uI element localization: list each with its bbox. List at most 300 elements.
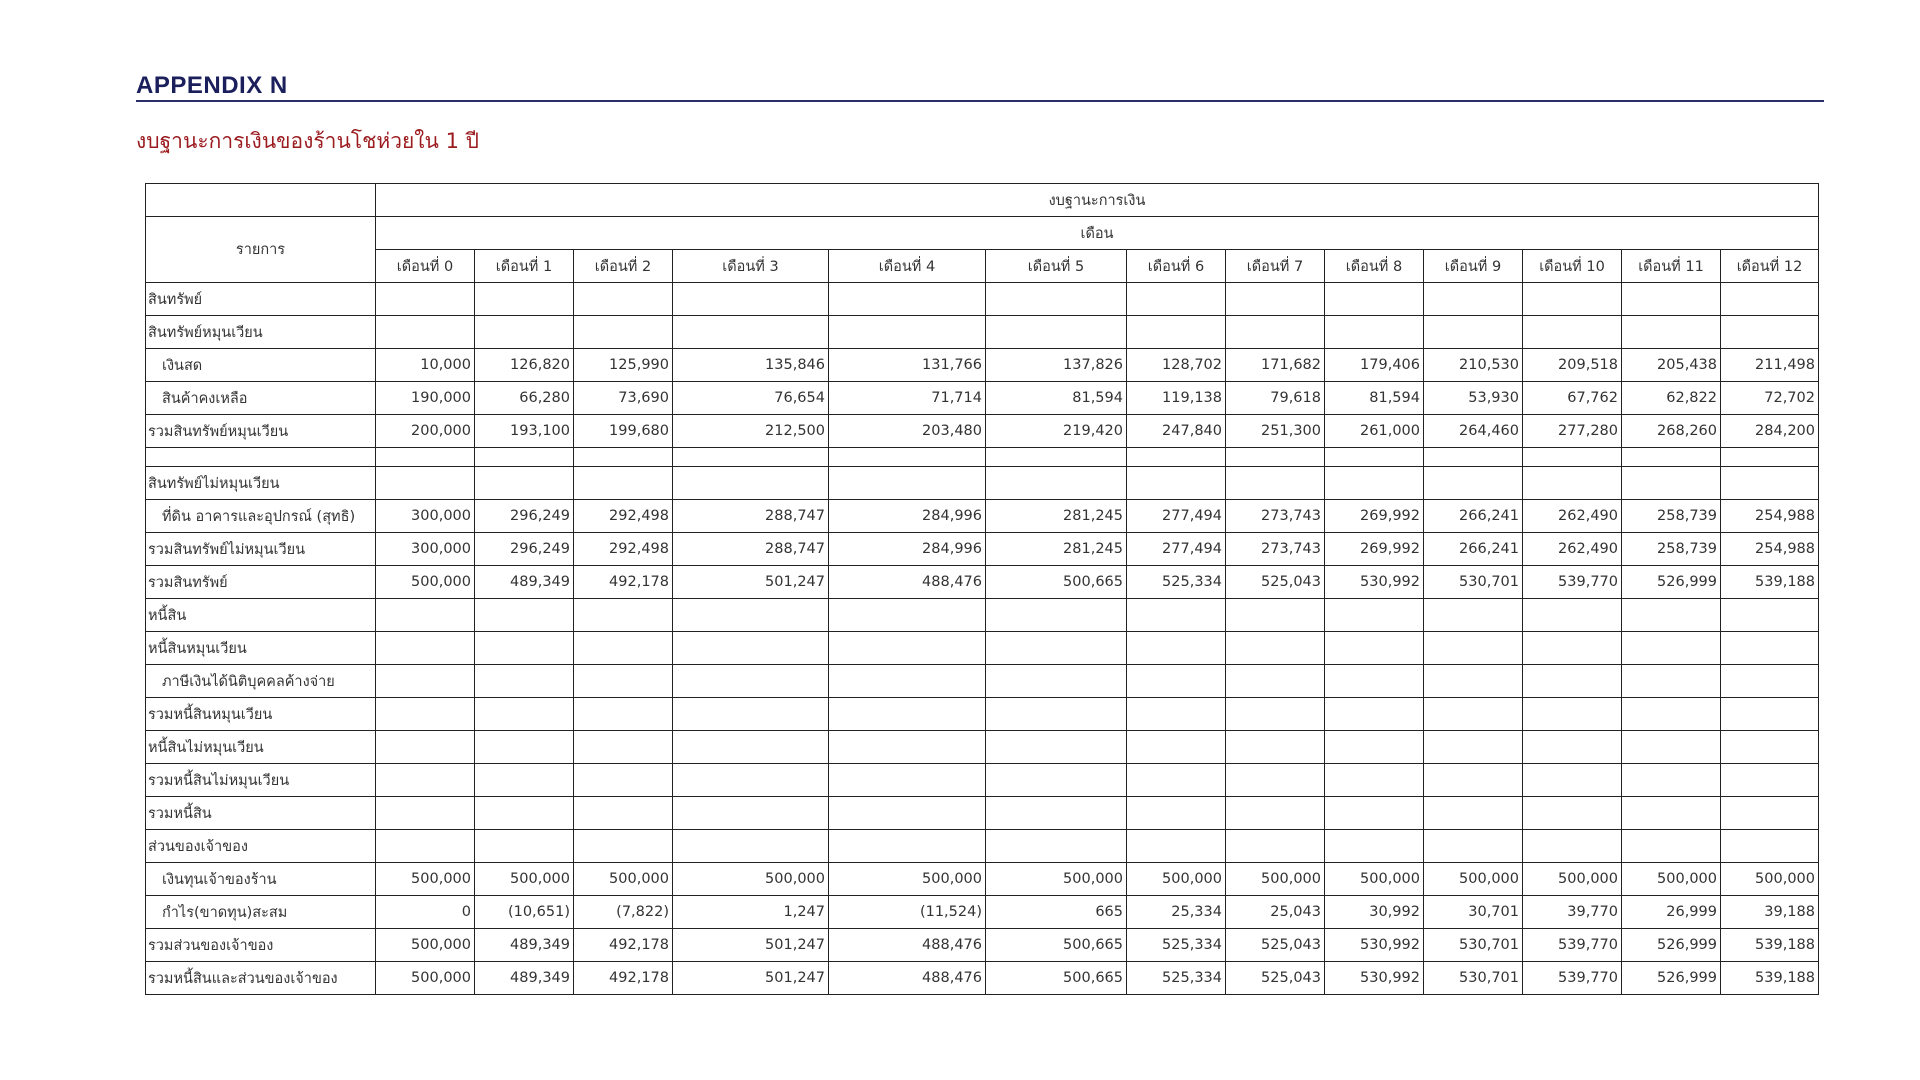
- value-cell: [1523, 731, 1622, 764]
- value-cell: [829, 830, 986, 863]
- value-cell: 179,406: [1325, 349, 1424, 382]
- value-cell: [1325, 797, 1424, 830]
- value-cell: [829, 599, 986, 632]
- value-cell: [574, 830, 673, 863]
- value-cell: [475, 731, 574, 764]
- value-cell: 190,000: [376, 382, 475, 415]
- value-cell: [1721, 764, 1819, 797]
- month-header: เดือนที่ 9: [1424, 250, 1523, 283]
- value-cell: 262,490: [1523, 533, 1622, 566]
- row-label: หนี้สิน: [146, 599, 376, 632]
- row-label: สินทรัพย์: [146, 283, 376, 316]
- value-cell: 530,992: [1325, 929, 1424, 962]
- value-cell: [1424, 797, 1523, 830]
- value-cell: [1325, 830, 1424, 863]
- value-cell: [829, 731, 986, 764]
- table-row: [146, 415, 1819, 448]
- value-cell: 269,992: [1325, 500, 1424, 533]
- value-cell: 268,260: [1622, 415, 1721, 448]
- document-subtitle: งบฐานะการเงินของร้านโชห่วยใน 1 ปี: [136, 129, 479, 153]
- value-cell: [1325, 283, 1424, 316]
- value-cell: 500,000: [1523, 863, 1622, 896]
- value-cell: 526,999: [1622, 566, 1721, 599]
- value-cell: [1622, 665, 1721, 698]
- value-cell: [1622, 764, 1721, 797]
- value-cell: 203,480: [829, 415, 986, 448]
- value-cell: [1721, 698, 1819, 731]
- value-cell: [1721, 665, 1819, 698]
- table-row: [146, 896, 1819, 929]
- value-cell: [829, 316, 986, 349]
- value-cell: [1622, 698, 1721, 731]
- value-cell: [986, 448, 1127, 467]
- value-cell: [673, 632, 829, 665]
- value-cell: 258,739: [1622, 500, 1721, 533]
- value-cell: [475, 448, 574, 467]
- month-header-row: [146, 250, 1819, 283]
- value-cell: [1721, 448, 1819, 467]
- value-cell: [574, 448, 673, 467]
- value-cell: [1523, 467, 1622, 500]
- value-cell: [673, 448, 829, 467]
- value-cell: 539,188: [1721, 962, 1819, 995]
- value-cell: [1622, 283, 1721, 316]
- value-cell: [1127, 764, 1226, 797]
- value-cell: [1127, 830, 1226, 863]
- value-cell: [1325, 698, 1424, 731]
- value-cell: [1424, 316, 1523, 349]
- value-cell: 500,000: [829, 863, 986, 896]
- value-cell: 266,241: [1424, 500, 1523, 533]
- heading-divider: [136, 100, 1824, 102]
- header-blank-cell: [146, 184, 376, 217]
- value-cell: [1622, 731, 1721, 764]
- value-cell: 488,476: [829, 929, 986, 962]
- value-cell: 500,000: [1325, 863, 1424, 896]
- table-row: [146, 283, 1819, 316]
- value-cell: [376, 797, 475, 830]
- value-cell: [475, 467, 574, 500]
- value-cell: [1226, 599, 1325, 632]
- value-cell: 26,999: [1622, 896, 1721, 929]
- value-cell: [1325, 448, 1424, 467]
- value-cell: [376, 632, 475, 665]
- row-label: รวมหนี้สินและส่วนของเจ้าของ: [146, 962, 376, 995]
- row-label: กำไร(ขาดทุน)สะสม: [146, 896, 376, 929]
- value-cell: 296,249: [475, 533, 574, 566]
- month-header: เดือนที่ 3: [673, 250, 829, 283]
- value-cell: 539,188: [1721, 566, 1819, 599]
- value-cell: 292,498: [574, 533, 673, 566]
- value-cell: [1523, 448, 1622, 467]
- value-cell: [376, 731, 475, 764]
- value-cell: (11,524): [829, 896, 986, 929]
- value-cell: 665: [986, 896, 1127, 929]
- value-cell: [1622, 830, 1721, 863]
- value-cell: [1622, 797, 1721, 830]
- month-header: เดือนที่ 11: [1622, 250, 1721, 283]
- value-cell: 211,498: [1721, 349, 1819, 382]
- value-cell: 264,460: [1424, 415, 1523, 448]
- value-cell: 25,043: [1226, 896, 1325, 929]
- value-cell: 205,438: [1622, 349, 1721, 382]
- value-cell: [1127, 797, 1226, 830]
- value-cell: 137,826: [986, 349, 1127, 382]
- row-label: [146, 448, 376, 467]
- table-row: [146, 665, 1819, 698]
- table-row: [146, 382, 1819, 415]
- value-cell: 500,000: [376, 929, 475, 962]
- value-cell: 492,178: [574, 962, 673, 995]
- value-cell: [574, 698, 673, 731]
- balance-sheet-table: [145, 183, 1819, 995]
- table-row: [146, 863, 1819, 896]
- value-cell: [475, 830, 574, 863]
- value-cell: [574, 599, 673, 632]
- value-cell: 526,999: [1622, 962, 1721, 995]
- value-cell: [1523, 283, 1622, 316]
- table-row: [146, 599, 1819, 632]
- value-cell: 500,000: [1226, 863, 1325, 896]
- value-cell: [475, 283, 574, 316]
- value-cell: 79,618: [1226, 382, 1325, 415]
- value-cell: 210,530: [1424, 349, 1523, 382]
- value-cell: [1325, 632, 1424, 665]
- value-cell: [376, 665, 475, 698]
- value-cell: 500,000: [1424, 863, 1523, 896]
- value-cell: 288,747: [673, 533, 829, 566]
- value-cell: 125,990: [574, 349, 673, 382]
- value-cell: [1325, 764, 1424, 797]
- value-cell: 193,100: [475, 415, 574, 448]
- month-header: เดือนที่ 6: [1127, 250, 1226, 283]
- value-cell: [376, 316, 475, 349]
- value-cell: 501,247: [673, 566, 829, 599]
- value-cell: 284,996: [829, 500, 986, 533]
- value-cell: [673, 665, 829, 698]
- value-cell: 539,770: [1523, 929, 1622, 962]
- value-cell: [574, 467, 673, 500]
- table-row: [146, 929, 1819, 962]
- row-label: รวมสินทรัพย์ไม่หมุนเวียน: [146, 533, 376, 566]
- value-cell: [829, 632, 986, 665]
- table-row: [146, 764, 1819, 797]
- value-cell: 277,280: [1523, 415, 1622, 448]
- row-label: สินทรัพย์ไม่หมุนเวียน: [146, 467, 376, 500]
- value-cell: [574, 797, 673, 830]
- value-cell: 530,701: [1424, 929, 1523, 962]
- value-cell: [673, 830, 829, 863]
- row-label: รวมสินทรัพย์หมุนเวียน: [146, 415, 376, 448]
- value-cell: [829, 467, 986, 500]
- row-label: เงินทุนเจ้าของร้าน: [146, 863, 376, 896]
- value-cell: [1226, 448, 1325, 467]
- value-cell: 530,701: [1424, 566, 1523, 599]
- value-cell: 219,420: [986, 415, 1127, 448]
- value-cell: [1226, 316, 1325, 349]
- value-cell: [1622, 599, 1721, 632]
- value-cell: [1127, 467, 1226, 500]
- value-cell: [829, 797, 986, 830]
- value-cell: [673, 764, 829, 797]
- month-header: เดือนที่ 4: [829, 250, 986, 283]
- value-cell: 525,043: [1226, 962, 1325, 995]
- value-cell: [1325, 316, 1424, 349]
- value-cell: 300,000: [376, 500, 475, 533]
- value-cell: 526,999: [1622, 929, 1721, 962]
- value-cell: [673, 467, 829, 500]
- value-cell: 199,680: [574, 415, 673, 448]
- value-cell: 500,000: [376, 863, 475, 896]
- value-cell: [1523, 698, 1622, 731]
- value-cell: [1424, 764, 1523, 797]
- value-cell: [376, 698, 475, 731]
- value-cell: [1721, 283, 1819, 316]
- value-cell: [574, 283, 673, 316]
- month-header: เดือนที่ 5: [986, 250, 1127, 283]
- month-header: เดือนที่ 1: [475, 250, 574, 283]
- value-cell: 489,349: [475, 929, 574, 962]
- month-header: เดือนที่ 8: [1325, 250, 1424, 283]
- value-cell: [1523, 316, 1622, 349]
- value-cell: [1721, 467, 1819, 500]
- value-cell: 500,000: [986, 863, 1127, 896]
- value-cell: [1523, 665, 1622, 698]
- value-cell: (10,651): [475, 896, 574, 929]
- table-row: [146, 533, 1819, 566]
- value-cell: [1226, 698, 1325, 731]
- row-label: รวมหนี้สินหมุนเวียน: [146, 698, 376, 731]
- value-cell: [1325, 467, 1424, 500]
- row-label: เงินสด: [146, 349, 376, 382]
- value-cell: 300,000: [376, 533, 475, 566]
- value-cell: 269,992: [1325, 533, 1424, 566]
- value-cell: [1127, 283, 1226, 316]
- value-cell: 284,996: [829, 533, 986, 566]
- value-cell: 530,701: [1424, 962, 1523, 995]
- value-cell: [1721, 599, 1819, 632]
- value-cell: [1424, 698, 1523, 731]
- value-cell: [574, 764, 673, 797]
- value-cell: [673, 797, 829, 830]
- row-label: สินทรัพย์หมุนเวียน: [146, 316, 376, 349]
- value-cell: [673, 283, 829, 316]
- value-cell: 500,000: [673, 863, 829, 896]
- table-row: [146, 467, 1819, 500]
- month-header: เดือนที่ 0: [376, 250, 475, 283]
- value-cell: 500,000: [376, 566, 475, 599]
- value-cell: 126,820: [475, 349, 574, 382]
- month-group-header: เดือน: [376, 217, 1819, 250]
- value-cell: 525,043: [1226, 566, 1325, 599]
- value-cell: [1226, 467, 1325, 500]
- value-cell: 262,490: [1523, 500, 1622, 533]
- value-cell: 135,846: [673, 349, 829, 382]
- value-cell: 67,762: [1523, 382, 1622, 415]
- value-cell: [574, 316, 673, 349]
- value-cell: [1325, 599, 1424, 632]
- value-cell: [1424, 731, 1523, 764]
- row-label: รวมหนี้สินไม่หมุนเวียน: [146, 764, 376, 797]
- value-cell: [1424, 632, 1523, 665]
- value-cell: 525,043: [1226, 929, 1325, 962]
- value-cell: 525,334: [1127, 962, 1226, 995]
- value-cell: [1424, 283, 1523, 316]
- value-cell: [475, 632, 574, 665]
- value-cell: (7,822): [574, 896, 673, 929]
- value-cell: 539,770: [1523, 962, 1622, 995]
- value-cell: 500,000: [475, 863, 574, 896]
- row-label: สินค้าคงเหลือ: [146, 382, 376, 415]
- value-cell: [1226, 731, 1325, 764]
- value-cell: [1721, 731, 1819, 764]
- value-cell: 500,665: [986, 962, 1127, 995]
- value-cell: [1622, 467, 1721, 500]
- value-cell: [986, 467, 1127, 500]
- value-cell: [986, 632, 1127, 665]
- value-cell: [475, 665, 574, 698]
- value-cell: 73,690: [574, 382, 673, 415]
- value-cell: [1523, 764, 1622, 797]
- value-cell: 261,000: [1325, 415, 1424, 448]
- value-cell: 25,334: [1127, 896, 1226, 929]
- value-cell: 288,747: [673, 500, 829, 533]
- value-cell: [1226, 632, 1325, 665]
- value-cell: [1424, 665, 1523, 698]
- value-cell: [1424, 448, 1523, 467]
- value-cell: 525,334: [1127, 929, 1226, 962]
- value-cell: [1523, 797, 1622, 830]
- value-cell: 530,992: [1325, 566, 1424, 599]
- value-cell: [986, 830, 1127, 863]
- value-cell: [475, 764, 574, 797]
- value-cell: [986, 698, 1127, 731]
- month-header: เดือนที่ 12: [1721, 250, 1819, 283]
- value-cell: [986, 764, 1127, 797]
- value-cell: [986, 731, 1127, 764]
- row-label: ส่วนของเจ้าของ: [146, 830, 376, 863]
- value-cell: [1424, 830, 1523, 863]
- value-cell: 0: [376, 896, 475, 929]
- value-cell: [376, 448, 475, 467]
- month-header: เดือนที่ 2: [574, 250, 673, 283]
- value-cell: [673, 731, 829, 764]
- appendix-heading: APPENDIX N: [136, 72, 288, 99]
- value-cell: [1721, 830, 1819, 863]
- table-row: [146, 500, 1819, 533]
- value-cell: [376, 830, 475, 863]
- value-cell: 284,200: [1721, 415, 1819, 448]
- row-label: รวมสินทรัพย์: [146, 566, 376, 599]
- value-cell: [1127, 731, 1226, 764]
- value-cell: [1523, 830, 1622, 863]
- row-label: รวมหนี้สิน: [146, 797, 376, 830]
- value-cell: 171,682: [1226, 349, 1325, 382]
- value-cell: 62,822: [1622, 382, 1721, 415]
- value-cell: 281,245: [986, 500, 1127, 533]
- value-cell: 72,702: [1721, 382, 1819, 415]
- value-cell: 273,743: [1226, 500, 1325, 533]
- table-row: [146, 962, 1819, 995]
- value-cell: 530,992: [1325, 962, 1424, 995]
- value-cell: 39,770: [1523, 896, 1622, 929]
- value-cell: [1127, 599, 1226, 632]
- value-cell: [1721, 632, 1819, 665]
- value-cell: [475, 797, 574, 830]
- value-cell: [986, 665, 1127, 698]
- value-cell: [574, 665, 673, 698]
- value-cell: [986, 797, 1127, 830]
- value-cell: 277,494: [1127, 533, 1226, 566]
- value-cell: 488,476: [829, 566, 986, 599]
- value-cell: [376, 283, 475, 316]
- value-cell: 488,476: [829, 962, 986, 995]
- value-cell: [829, 283, 986, 316]
- value-cell: [1127, 632, 1226, 665]
- value-cell: 200,000: [376, 415, 475, 448]
- value-cell: 292,498: [574, 500, 673, 533]
- value-cell: [1127, 665, 1226, 698]
- table-row: [146, 731, 1819, 764]
- value-cell: [986, 316, 1127, 349]
- value-cell: 39,188: [1721, 896, 1819, 929]
- value-cell: 209,518: [1523, 349, 1622, 382]
- value-cell: 501,247: [673, 929, 829, 962]
- value-cell: [1226, 830, 1325, 863]
- value-cell: 128,702: [1127, 349, 1226, 382]
- value-cell: [1325, 731, 1424, 764]
- value-cell: [673, 698, 829, 731]
- value-cell: 273,743: [1226, 533, 1325, 566]
- table-row: [146, 698, 1819, 731]
- value-cell: [1721, 797, 1819, 830]
- value-cell: [829, 698, 986, 731]
- value-cell: [1226, 283, 1325, 316]
- value-cell: 500,000: [574, 863, 673, 896]
- value-cell: [1424, 467, 1523, 500]
- value-cell: 539,188: [1721, 929, 1819, 962]
- value-cell: 492,178: [574, 929, 673, 962]
- value-cell: [986, 283, 1127, 316]
- table-header: [146, 184, 1819, 283]
- value-cell: [986, 599, 1127, 632]
- table-row: [146, 797, 1819, 830]
- value-cell: [1127, 316, 1226, 349]
- value-cell: 81,594: [986, 382, 1127, 415]
- row-label: ที่ดิน อาคารและอุปกรณ์ (สุทธิ): [146, 500, 376, 533]
- value-cell: 296,249: [475, 500, 574, 533]
- value-cell: [1226, 797, 1325, 830]
- value-cell: 251,300: [1226, 415, 1325, 448]
- row-label: หนี้สินหมุนเวียน: [146, 632, 376, 665]
- table-row: [146, 448, 1819, 467]
- value-cell: [376, 599, 475, 632]
- value-cell: 539,770: [1523, 566, 1622, 599]
- value-cell: [1523, 599, 1622, 632]
- value-cell: 247,840: [1127, 415, 1226, 448]
- value-cell: 258,739: [1622, 533, 1721, 566]
- value-cell: 281,245: [986, 533, 1127, 566]
- value-cell: 10,000: [376, 349, 475, 382]
- value-cell: 76,654: [673, 382, 829, 415]
- value-cell: [673, 599, 829, 632]
- value-cell: 266,241: [1424, 533, 1523, 566]
- value-cell: 1,247: [673, 896, 829, 929]
- table-body: [146, 283, 1819, 995]
- month-header: เดือนที่ 10: [1523, 250, 1622, 283]
- value-cell: 525,334: [1127, 566, 1226, 599]
- table-row: [146, 632, 1819, 665]
